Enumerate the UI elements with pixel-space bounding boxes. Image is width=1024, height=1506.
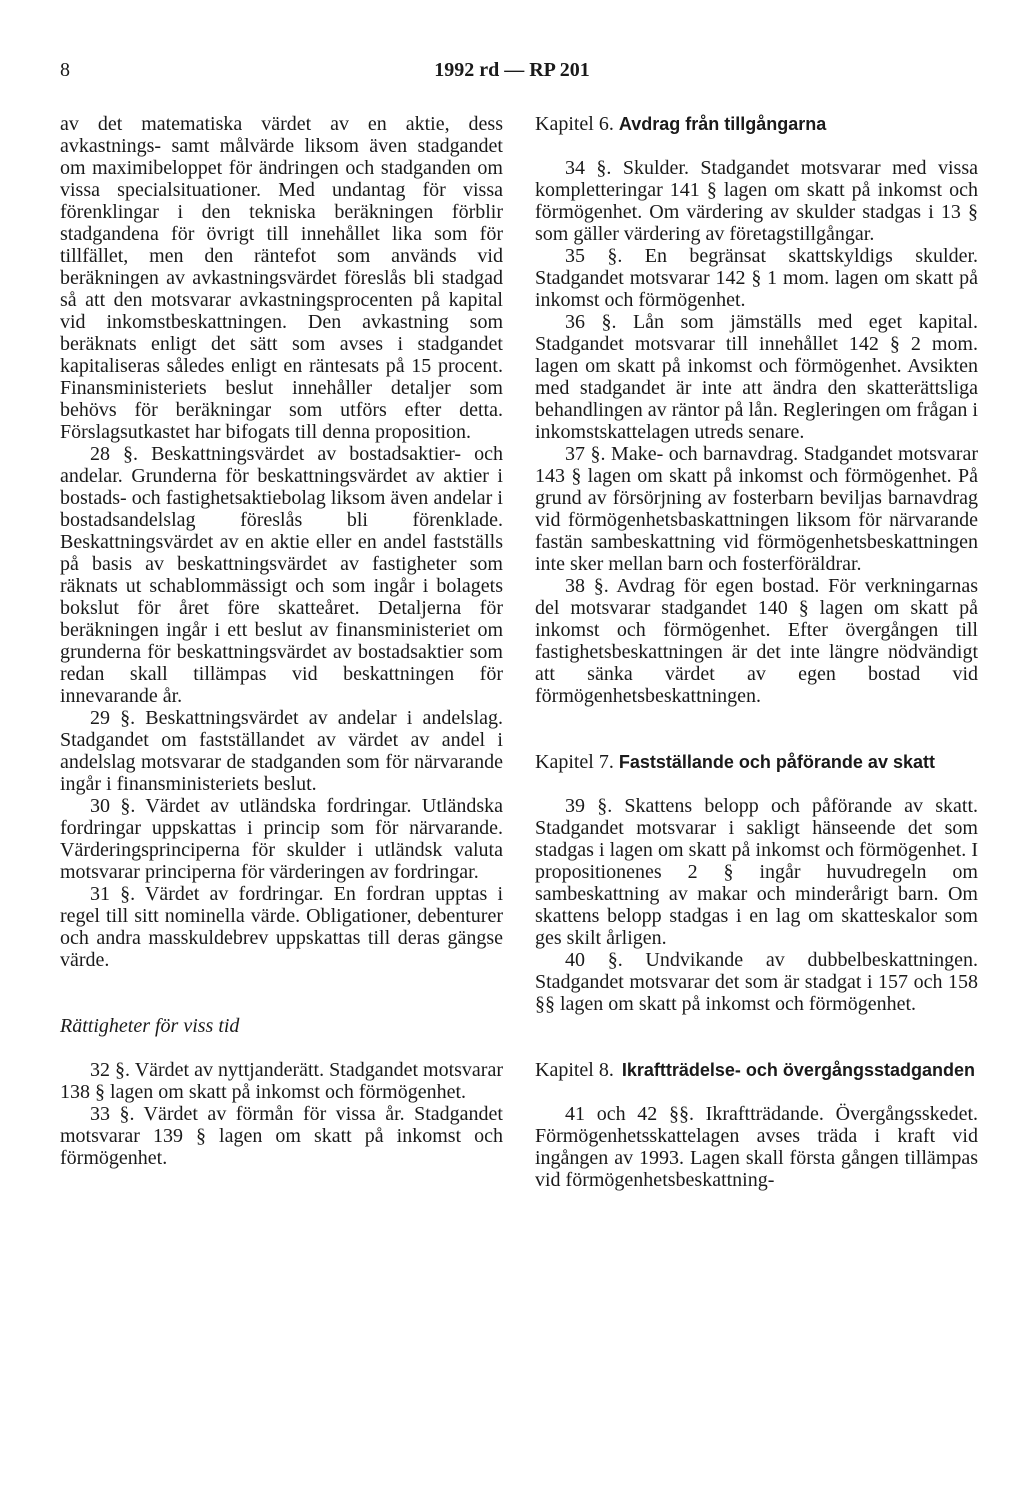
chapter-6-title: Avdrag från tillgångarna <box>618 114 827 134</box>
section-heading: Rättigheter för viss tid <box>60 1015 240 1037</box>
chapter-6-heading <box>535 113 978 135</box>
paragraph-section-37: 37 §. Make- och barnavdrag. Stadgandet motsvarar 143 § lagen om skatt på inkomst och förmögenhet. På grund av försörjning av fosterbarn beviljas barnavdrag vid förmögenhetsbaskattningen liksom för närvarande fastän sambeskattning vid förmögenhetsbeskattningen inte sker mellan barn och fosterföräldrar. <box>535 443 978 575</box>
page-number: 8 <box>60 59 70 81</box>
chapter-7-heading <box>535 751 978 773</box>
chapter-7-label: Kapitel 7. <box>535 751 614 773</box>
paragraph-section-31: 31 §. Värdet av fordringar. En fordran upptas i regel till sitt nominella värde. Obligationer, debenturer och andra masskuldebrev uppskattas till deras gängse värde. <box>60 883 503 971</box>
paragraph-section-41-42: 41 och 42 §§. Ikraftträdande. Övergångsskedet. Förmögenhetsskattelagen avses träda i kraft vid ingången av 1993. Lagen skall första gången tillämpas vid förmögenhetsbeskattning- <box>535 1103 978 1191</box>
paragraph-section-39: 39 §. Skattens belopp och påförande av skatt. Stadgandet motsvarar i sakligt hänseende det som stadgas i lagen om skatt på inkomst och förmögenhet. I propositionenes 2 § ingår huvudregeln om sambeskattning av makar och minderårigt barn. Om skattens belopp stadgas i en lag om skatteskalor som ges skilt årligen. <box>535 795 978 949</box>
paragraph-section-32: 32 §. Värdet av nyttjanderätt. Stadgandet motsvarar 138 § lagen om skatt på inkomst och förmögenhet. <box>60 1059 503 1103</box>
chapter-8-title: Ikraftträdelse- och övergångsstadganden <box>621 1060 975 1080</box>
chapter-8-heading <box>535 1059 978 1081</box>
paragraph-section-35: 35 §. En begränsat skattskyldigs skulder. Stadgandet motsvarar 142 § 1 mom. lagen om skatt på inkomst och förmögenhet. <box>535 245 978 311</box>
paragraph-section-38: 38 §. Avdrag för egen bostad. För verkningarnas del motsvarar stadgandet 140 § lagen om skatt på inkomst och förmögenhet. Efter övergången till fastighetsbeskattningen är det inte längre nödvändigt att sänka värdet av egen bostad vid förmögenhetsbeskattningen. <box>535 575 978 707</box>
chapter-6-label: Kapitel 6. <box>535 113 614 135</box>
paragraph-section-28: 28 §. Beskattningsvärdet av bostadsaktier- och andelar. Grunderna för beskattningsvärdet av aktier i bostads- och fastighetsaktiebolag liksom även andelar i bostadsandelslag föreslås bli förenklade. Beskattningsvärdet av en aktie eller en andel fastställs på basis av beskattningsvärdet av fastigheter som räknats ut schablommässigt och som ingår i bolagets bokslut för året före skatteåret. Detaljerna för beräkningen ingår i ett beslut av finansministeriet om grunderna för beskattningsvärdet av bostadsaktier som redan skall tillämpas vid beskattningen för innevarande år. <box>60 443 503 707</box>
paragraph-section-29: 29 §. Beskattningsvärdet av andelar i andelslag. Stadgandet om fastställandet av värdet av andel i andelslag motsvarar de stadganden som för närvarande ingår i finansministeriets beslut. <box>60 707 503 795</box>
paragraph-section-40: 40 §. Undvikande av dubbelbeskattningen. Stadgandet motsvarar det som är stadgat i 157 och 158 §§ lagen om skatt på inkomst och förmögenhet. <box>535 949 978 1015</box>
paragraph-section-33: 33 §. Värdet av förmån för vissa år. Stadgandet motsvarar 139 § lagen om skatt på inkomst och förmögenhet. <box>60 1103 503 1169</box>
paragraph-section-36: 36 §. Lån som jämställs med eget kapital. Stadgandet motsvarar till innehållet 142 § 2 mom. lagen om skatt på inkomst och förmögenhet. Avsikten med stadgandet är inte att ändra den skatterättsliga behandlingen av räntor på lån. Regleringen om frågan i inkomstskattelagen utreds senare. <box>535 311 978 443</box>
paragraph-continuation: av det matematiska värdet av en aktie, dess avkastnings- samt målvärde liksom även stadgandet om maximibeloppet för ändringen och stadganden om vissa specialsituationer. Med undantag för vissa förenklingar i den tekniska beräkningen förblir stadgandena för övrigt till innehållet lika som för tillfället, men den räntefot som används vid beräkningen av avkastningsvärdet föreslås bli stadgad så att den motsvarar avkastningsprocenten på kapital vid inkomstbeskattningen. Den avkastning som beräknats enligt det sätt som avses i stadgandet kapitaliseras således enligt en räntesats på 15 procent. Finansministeriets beslut innehåller detaljer som behövs för beräkningar som utförs efter detta. Förslagsutkastet har bifogats till denna proposition. <box>60 113 503 443</box>
running-header: 1992 rd — RP 201 <box>434 59 590 81</box>
right-column <box>535 113 978 1191</box>
paragraph-section-30: 30 §. Värdet av utländska fordringar. Utländska fordringar uppskattas i princip som för närvarande. Värderingsprinciperna för skulder i utländsk valuta motsvarar principerna för värderingen av fordringar. <box>60 795 503 883</box>
paragraph-section-34: 34 §. Skulder. Stadgandet motsvarar med vissa kompletteringar 141 § lagen om skatt på inkomst och förmögenhet. Om värdering av skulder stadgas i 13 § som gäller värdering av företagstillgångar. <box>535 157 978 245</box>
chapter-7-title: Fastställande och påförande av skatt <box>618 752 935 772</box>
chapter-8-label: Kapitel 8. <box>535 1059 614 1081</box>
left-column <box>60 113 503 1169</box>
